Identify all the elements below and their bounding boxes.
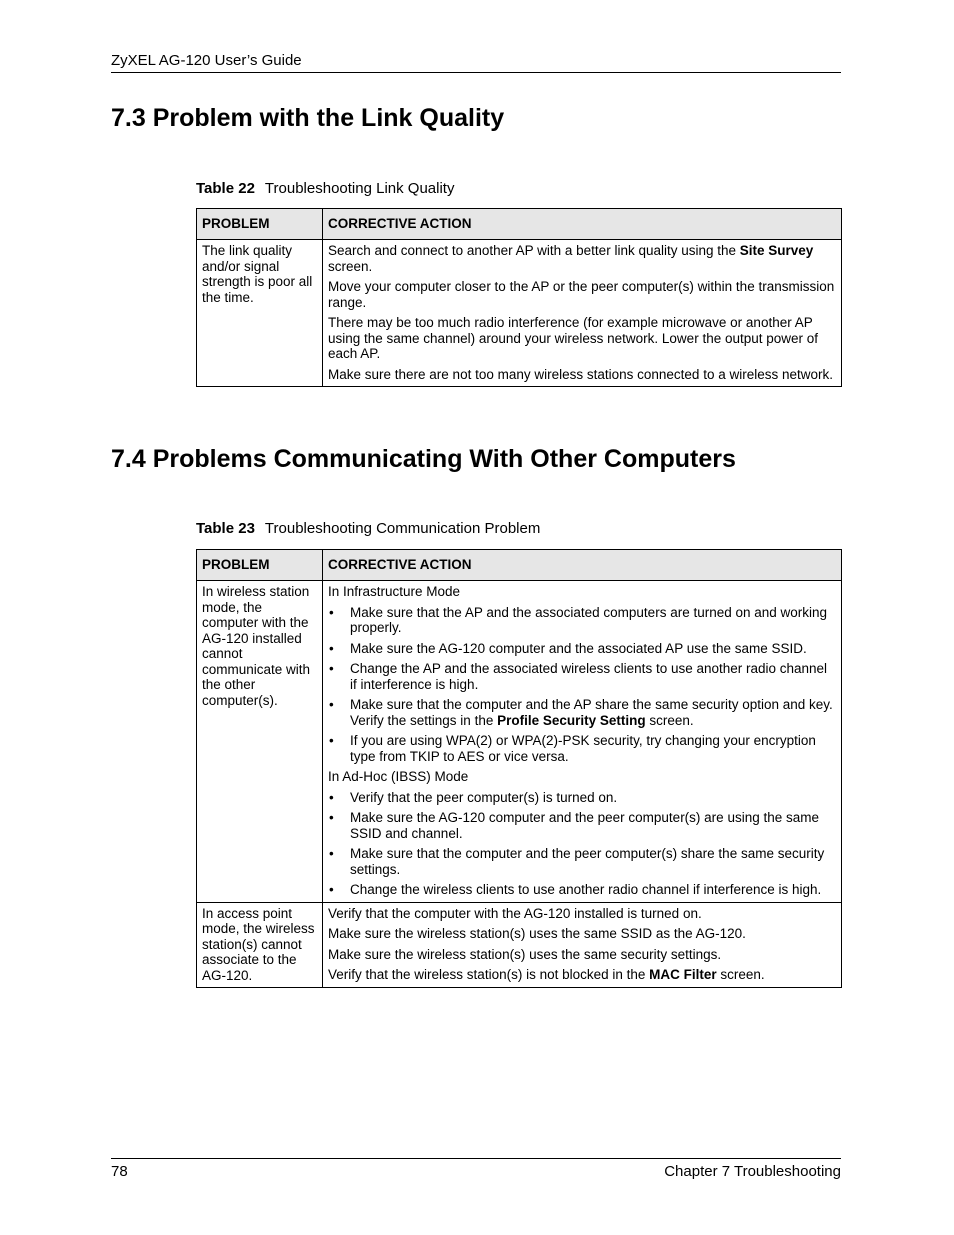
action-paragraph: Make sure the wireless station(s) uses the same SSID as the AG-120. [328,926,746,941]
section-heading-link-quality: 7.3 Problem with the Link Quality [111,104,505,132]
bullet-item: • Change the AP and the associated wireless clients to use another radio channel if interference is high. [328,661,836,692]
section-heading-communication: 7.4 Problems Communicating With Other Computers [111,445,736,473]
action-cell [323,902,842,988]
action-paragraph: There may be too much radio interference (for example microwave or another AP using the same channel) around your wireless network. Lower the output power of each AP. [328,315,819,361]
page-number: 78 [111,1163,128,1180]
table-caption-23 [196,520,540,537]
problem-cell: In access point mode, the wireless station(s) cannot associate to the AG-120. [197,902,323,988]
communication-table [196,549,842,988]
mac-filter-term: MAC Filter [649,967,717,982]
column-header-action: CORRECTIVE ACTION [323,550,842,581]
table-row [197,581,842,903]
action-cell [323,240,842,387]
action-paragraph: Make sure there are not too many wireless stations connected to a wireless network. [328,366,833,382]
action-paragraph: Make sure the wireless station(s) uses the same security settings. [328,946,722,962]
bullet-item: • Make sure the AG-120 computer and the associated AP use the same SSID. [328,641,836,657]
column-header-problem: PROBLEM [197,209,323,240]
table-row [197,240,842,387]
profile-security-term: Profile Security Setting [497,712,646,728]
bullet-item: • Verify that the peer computer(s) is turned on. [328,790,836,806]
action-cell [323,581,842,903]
table-caption-text: Troubleshooting Link Quality [264,180,455,197]
problem-cell: The link quality and/or signal strength is poor all the time. [197,240,323,387]
site-survey-term: Site Survey [739,243,814,258]
mode-label: In Infrastructure Mode [328,584,461,599]
bullet-item: • Change the wireless clients to use another radio channel if interference is high. [328,882,836,898]
bullet-item: • Make sure the AG-120 computer and the peer computer(s) are using the same SSID and channel. [328,810,836,841]
column-header-action: CORRECTIVE ACTION [323,209,842,240]
problem-cell: In wireless station mode, the computer with the AG-120 installed cannot communicate with the other computer(s). [197,581,323,903]
table-header-row [197,550,842,581]
table-header-row [197,209,842,240]
table-caption-22 [196,180,454,197]
bullet-item: • Make sure that the AP and the associated computers are turned on and working properly. [328,605,836,636]
link-quality-table [196,208,842,387]
table-label: Table 23 [196,520,255,537]
chapter-title: Chapter 7 Troubleshooting [664,1163,841,1180]
action-paragraph: Verify that the wireless station(s) is not blocked in the MAC Filter screen. [328,967,765,982]
table-label: Table 22 [196,180,255,197]
page-header [111,52,841,73]
table-caption-text: Troubleshooting Communication Problem [264,520,541,537]
bullet-item: • Make sure that the computer and the peer computer(s) share the same security settings. [328,846,836,877]
column-header-problem: PROBLEM [197,550,323,581]
bullet-item: • Make sure that the computer and the AP share the same security option and key. Verify the settings in the Profile Security Setting screen. [328,697,836,728]
table-row [197,902,842,988]
bullet-item: • If you are using WPA(2) or WPA(2)-PSK security, try changing your encryption type from TKIP to AES or vice versa. [328,733,836,764]
guide-title: ZyXEL AG-120 User’s Guide [111,52,302,69]
action-paragraph: Verify that the computer with the AG-120 installed is turned on. [328,905,702,921]
page-footer [111,1158,841,1183]
mode-label: In Ad-Hoc (IBSS) Mode [328,769,469,784]
action-paragraph: Search and connect to another AP with a better link quality using the Site Survey screen. [328,243,814,274]
action-paragraph: Move your computer closer to the AP or the peer computer(s) within the transmission range. [328,279,835,310]
